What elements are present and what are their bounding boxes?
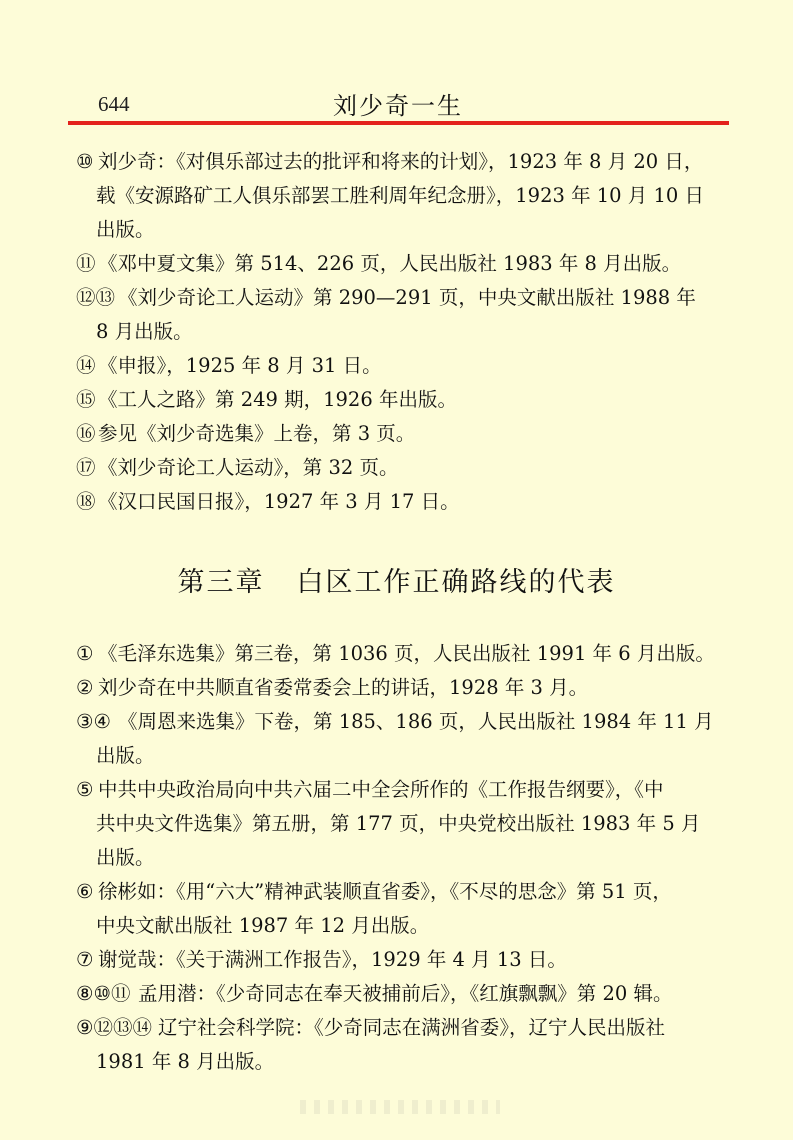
page-smudge [300, 1100, 500, 1114]
chapter-number: 第三章 [177, 567, 265, 598]
chapter-heading [0, 560, 793, 599]
endnote-line: 《工人之路》第 249 期，1926 年出版。 [98, 388, 457, 411]
endnote-line: 刘少奇：《对俱乐部过去的批评和将来的计划》，1923 年 8 月 20 日， [98, 150, 704, 173]
endnote-line: 徐彬如：《用“六大”精神武装顺直省委》，《不尽的思念》第 51 页， [98, 880, 672, 903]
endnote-line: 《邓中夏文集》第 514、226 页，人民出版社 1983 年 8 月出版。 [98, 252, 682, 275]
endnote [76, 977, 728, 1011]
endnote-line: 《毛泽东选集》第三卷，第 1036 页，人民出版社 1991 年 6 月出版。 [98, 642, 715, 665]
book-title: 刘少奇一生 [333, 92, 463, 120]
endnote [76, 349, 728, 383]
endnote-number: ⑤ [76, 778, 94, 801]
endnote-number: ⑭ [76, 354, 96, 377]
endnote-line: 《汉口民国日报》，1927 年 3 月 17 日。 [98, 490, 460, 513]
endnote-number: ⑩ [76, 150, 94, 173]
endnote-line: 共中央文件选集》第五册，第 177 页，中央党校出版社 1983 年 5 月 [96, 812, 701, 835]
endnote-line: 8 月出版。 [96, 320, 193, 343]
endnote [76, 247, 728, 281]
endnote [76, 383, 728, 417]
endnote [76, 637, 728, 671]
endnote [76, 451, 728, 485]
endnote-line: 辽宁社会科学院：《少奇同志在满洲省委》，辽宁人民出版社 [158, 1016, 666, 1039]
header-rule [68, 121, 729, 125]
notes-list-top [76, 145, 728, 519]
endnote-number: ② [76, 676, 94, 699]
endnote-number: ⑪ [76, 252, 96, 275]
endnote [76, 281, 728, 349]
endnote-number: ③④ [76, 710, 111, 733]
endnote [76, 1011, 728, 1079]
endnote [76, 485, 728, 519]
endnote-number: ⑦ [76, 948, 94, 971]
endnote [76, 773, 728, 875]
endnote-line: 载《安源路矿工人俱乐部罢工胜利周年纪念册》，1923 年 10 月 10 日 [96, 184, 704, 207]
endnote-number: ⑮ [76, 388, 96, 411]
endnote [76, 417, 728, 451]
endnote-line: 《刘少奇论工人运动》第 290—291 页，中央文献出版社 1988 年 [118, 286, 696, 309]
endnote [76, 145, 728, 247]
endnote-line: 《周恩来选集》下卷，第 185、186 页，人民出版社 1984 年 11 月 [118, 710, 714, 733]
endnote-line: 谢觉哉：《关于满洲工作报告》，1929 年 4 月 13 日。 [98, 948, 567, 971]
endnote-number: ⑱ [76, 490, 96, 513]
endnote [76, 875, 728, 943]
chapter-title: 白区工作正确路线的代表 [296, 567, 616, 598]
endnote-number: ⑯ [76, 422, 96, 445]
endnote-line: 《申报》，1925 年 8 月 31 日。 [98, 354, 382, 377]
endnote-line: 1981 年 8 月出版。 [96, 1050, 275, 1073]
endnote-line: 出版。 [96, 744, 155, 767]
endnote-number: ⑧⑩⑪ [76, 982, 131, 1005]
notes-list-bottom [76, 637, 728, 1079]
endnote-number: ① [76, 642, 94, 665]
endnote [76, 705, 728, 773]
page-header [68, 84, 728, 124]
endnote-number: ⑥ [76, 880, 94, 903]
endnote [76, 671, 728, 705]
endnote-line: 《刘少奇论工人运动》，第 32 页。 [98, 456, 399, 479]
endnote-line: 出版。 [96, 218, 155, 241]
endnote-line: 参见《刘少奇选集》上卷，第 3 页。 [98, 422, 416, 445]
endnote-line: 中央文献出版社 1987 年 12 月出版。 [96, 914, 430, 937]
endnote-line: 出版。 [96, 846, 155, 869]
endnote-line: 中共中央政治局向中共六届二中全会所作的《工作报告纲要》，《中 [98, 778, 664, 801]
endnote-number: ⑨⑫⑬⑭ [76, 1016, 152, 1039]
endnote-number: ⑰ [76, 456, 96, 479]
page-number: 644 [98, 92, 130, 116]
endnote-line: 孟用潜：《少奇同志在奉天被捕前后》，《红旗飘飘》第 20 辑。 [138, 982, 673, 1005]
endnote-line: 刘少奇在中共顺直省委常委会上的讲话，1928 年 3 月。 [98, 676, 589, 699]
endnote [76, 943, 728, 977]
endnote-number: ⑫⑬ [76, 286, 116, 309]
